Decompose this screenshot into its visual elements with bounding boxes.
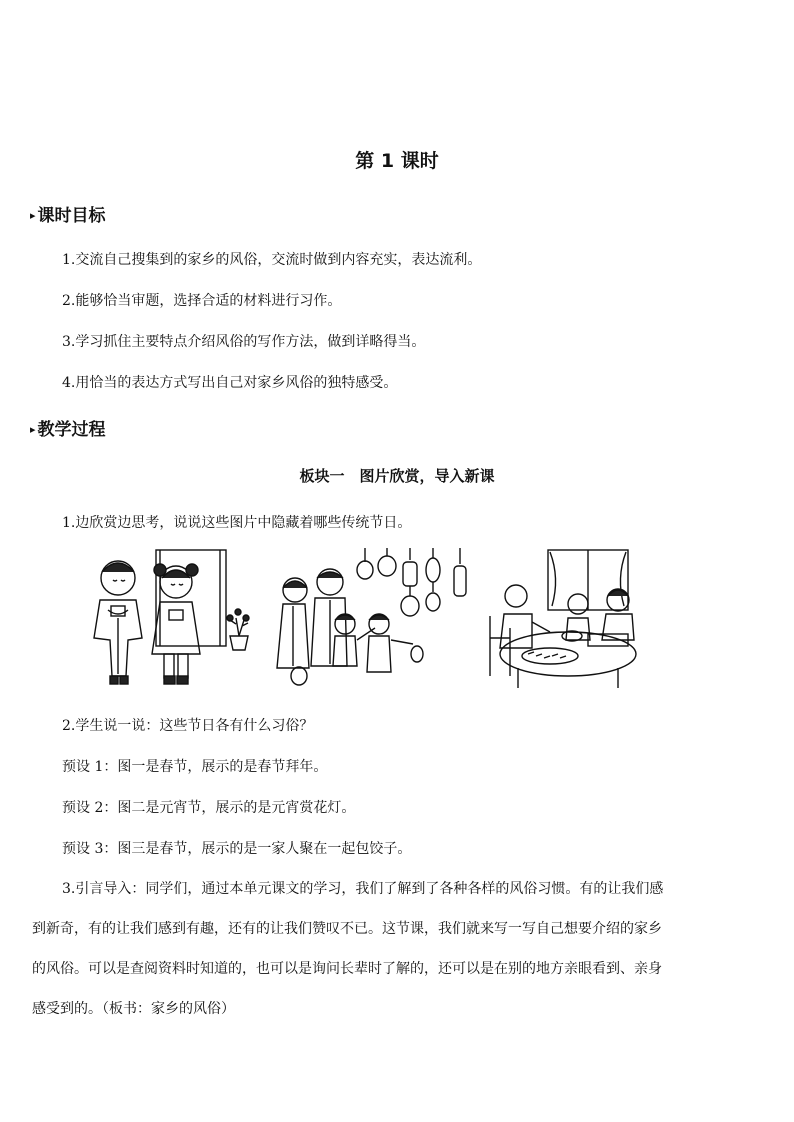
preset-2: 预设 2：图二是元宵节，展示的是元宵赏花灯。 (62, 800, 356, 816)
goal-item-2: 2.能够恰当审题，选择合适的材料进行习作。 (62, 293, 342, 309)
triangle-marker-icon: ▸ (30, 423, 36, 436)
preset-1: 预设 1：图一是春节，展示的是春节拜年。 (62, 759, 328, 775)
section-heading-goals-label: 课时目标 (37, 206, 106, 226)
page-title: 第 1 课时 (355, 150, 439, 172)
step-2-text: 2.学生说一说：这些节日各有什么习俗？ (62, 718, 314, 734)
goal-item-1: 1.交流自己搜集到的家乡的风俗，交流时做到内容充实，表达流利。 (62, 252, 482, 268)
preset-3: 预设 3：图三是春节，展示的是一家人聚在一起包饺子。 (62, 841, 412, 857)
step-1-text: 1.边欣赏边思考，说说这些图片中隐藏着哪些传统节日。 (62, 515, 412, 531)
illustration-new-year-greeting (80, 548, 252, 690)
illustration-lantern-festival (275, 548, 475, 690)
step-3-line-2: 到新奇，有的让我们感到有趣，还有的让我们赞叹不已。这节课，我们就来写一写自己想要介绍的家乡 (32, 921, 662, 937)
goal-item-3: 3.学习抓住主要特点介绍风俗的写作方法，做到详略得当。 (62, 334, 426, 350)
section-heading-goals (30, 201, 106, 226)
section-heading-process-label: 教学过程 (37, 420, 106, 440)
triangle-marker-icon: ▸ (30, 209, 36, 222)
section-heading-process (30, 415, 106, 440)
step-3-line-3: 的风俗。可以是查阅资料时知道的，也可以是询问长辈时了解的，还可以是在别的地方亲眼看到、亲身 (32, 961, 662, 977)
block-one-heading: 板块一 图片欣赏，导入新课 (299, 467, 495, 485)
step-3-line-1: 3.引言导入：同学们，通过本单元课文的学习，我们了解到了各种各样的风俗习惯。有的让我们感 (62, 881, 664, 897)
step-3-line-4: 感受到的。（板书：家乡的风俗） (32, 1001, 235, 1017)
goal-item-4: 4.用恰当的表达方式写出自己对家乡风俗的独特感受。 (62, 375, 398, 391)
illustration-making-dumplings (488, 548, 638, 690)
step-3-paragraph (32, 869, 776, 1029)
